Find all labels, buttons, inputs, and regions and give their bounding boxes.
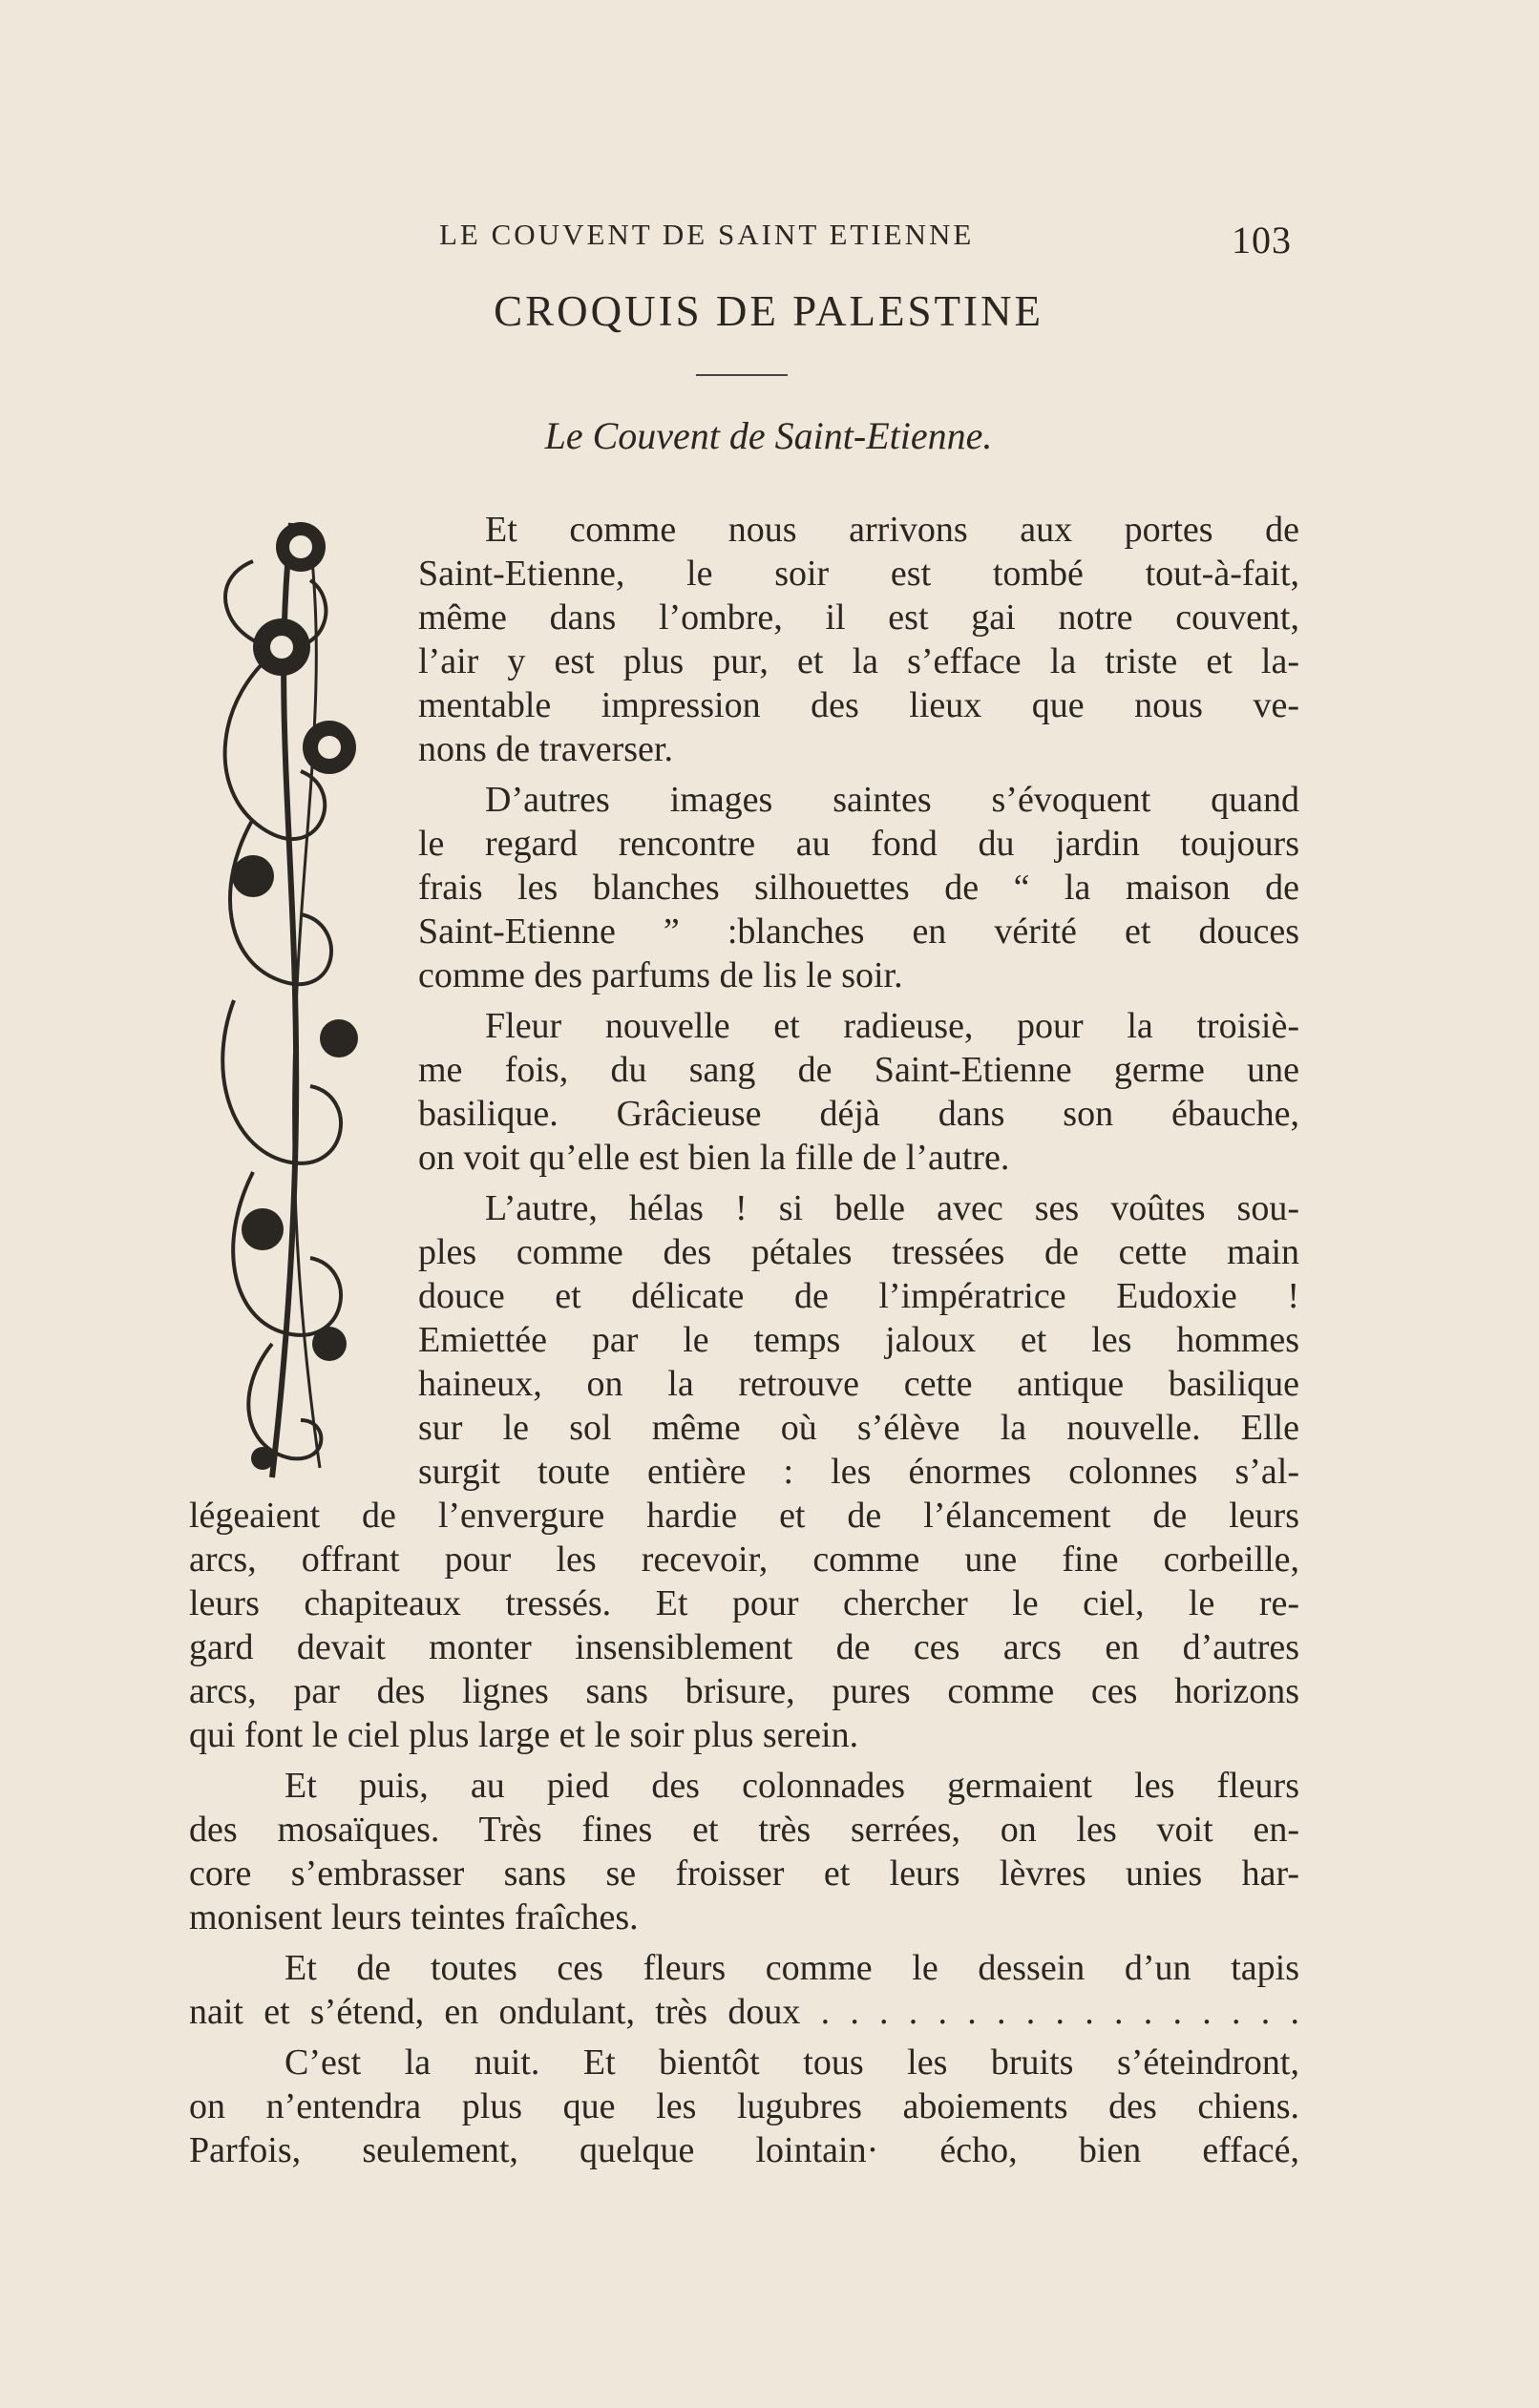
text-line: légeaient de l’envergure hardie et de l’élancement de leurs xyxy=(189,1496,1299,1536)
text-line: Saint-Etienne, le soir est tombé tout-à-fait, xyxy=(418,554,1299,594)
text-line: des mosaïques. Très fines et très serrées, on les voit en- xyxy=(189,1810,1299,1850)
text-line: même dans l’ombre, il est gai notre couvent, xyxy=(418,597,1299,638)
text-line: surgit toute entière : les énormes colonnes s’al- xyxy=(418,1452,1299,1492)
text-line: mentable impression des lieux que nous ve- xyxy=(418,685,1299,725)
text-line: D’autres images saintes s’évoquent quand xyxy=(485,780,1299,820)
text-line: frais les blanches silhouettes de “ la maison de xyxy=(418,868,1299,908)
text-line: Parfois, seulement, quelque lointain· écho, bien effacé, xyxy=(189,2130,1299,2170)
text-line: l’air y est plus pur, et la s’efface la triste et la- xyxy=(418,641,1299,681)
text-line: L’autre, hélas ! si belle avec ses voûtes sou- xyxy=(485,1188,1299,1228)
text-line: Emiettée par le temps jaloux et les hommes xyxy=(418,1320,1299,1360)
page-number: 103 xyxy=(1232,219,1292,262)
running-head: LE COUVENT DE SAINT ETIENNE xyxy=(439,218,975,251)
page-title: CROQUIS DE PALESTINE xyxy=(494,287,1044,335)
text-line: Et de toutes ces fleurs comme le dessein d’un tapis xyxy=(285,1948,1299,1988)
section-subtitle: Le Couvent de Saint-Etienne. xyxy=(544,414,993,457)
text-line: on n’entendra plus que les lugubres aboiements des chiens. xyxy=(189,2086,1299,2126)
text-line: qui font le ciel plus large et le soir plus serein. xyxy=(189,1715,859,1755)
text-line: Et puis, au pied des colonnades germaient les fleurs xyxy=(285,1766,1299,1806)
text-line: arcs, par des lignes sans brisure, pures comme ces horizons xyxy=(189,1671,1299,1711)
text-line: ples comme des pétales tressées de cette main xyxy=(418,1232,1299,1272)
text-line: gard devait monter insensiblement de ces arcs en d’autres xyxy=(189,1627,1299,1667)
text-line: douce et délicate de l’impératrice Eudoxie ! xyxy=(418,1276,1299,1316)
text-line: comme des parfums de lis le soir. xyxy=(418,955,903,995)
text-line: on voit qu’elle est bien la fille de l’autre. xyxy=(418,1138,1010,1178)
text-line: core s’embrasser sans se froisser et leurs lèvres unies har- xyxy=(189,1853,1299,1894)
title-divider xyxy=(696,374,788,376)
text-line: Fleur nouvelle et radieuse, pour la troisiè- xyxy=(485,1006,1299,1046)
text-line: monisent leurs teintes fraîches. xyxy=(189,1897,639,1937)
text-line: basilique. Grâcieuse déjà dans son ébauche, xyxy=(418,1094,1299,1134)
text-line: arcs, offrant pour les recevoir, comme une fine corbeille, xyxy=(189,1539,1299,1580)
text-line: me fois, du sang de Saint-Etienne germe une xyxy=(418,1050,1299,1090)
text-line: leurs chapiteaux tressés. Et pour chercher le ciel, le re- xyxy=(189,1583,1299,1623)
text-line: haineux, on la retrouve cette antique basilique xyxy=(418,1364,1299,1404)
floral-vine-ornament-icon xyxy=(196,504,387,1492)
text-line: nons de traverser. xyxy=(418,729,673,769)
text-line: nait et s’étend, en ondulant, très doux . . . . . . . . . . . . . . . . . xyxy=(189,1992,1299,2032)
text-line: le regard rencontre au fond du jardin toujours xyxy=(418,824,1299,864)
text-line: Et comme nous arrivons aux portes de xyxy=(485,510,1299,550)
text-line: Saint-Etienne ” :blanches en vérité et douces xyxy=(418,911,1299,952)
text-line: sur le sol même où s’élève la nouvelle. Elle xyxy=(418,1408,1299,1448)
text-line: C’est la nuit. Et bientôt tous les bruits s’éteindront, xyxy=(285,2042,1299,2083)
